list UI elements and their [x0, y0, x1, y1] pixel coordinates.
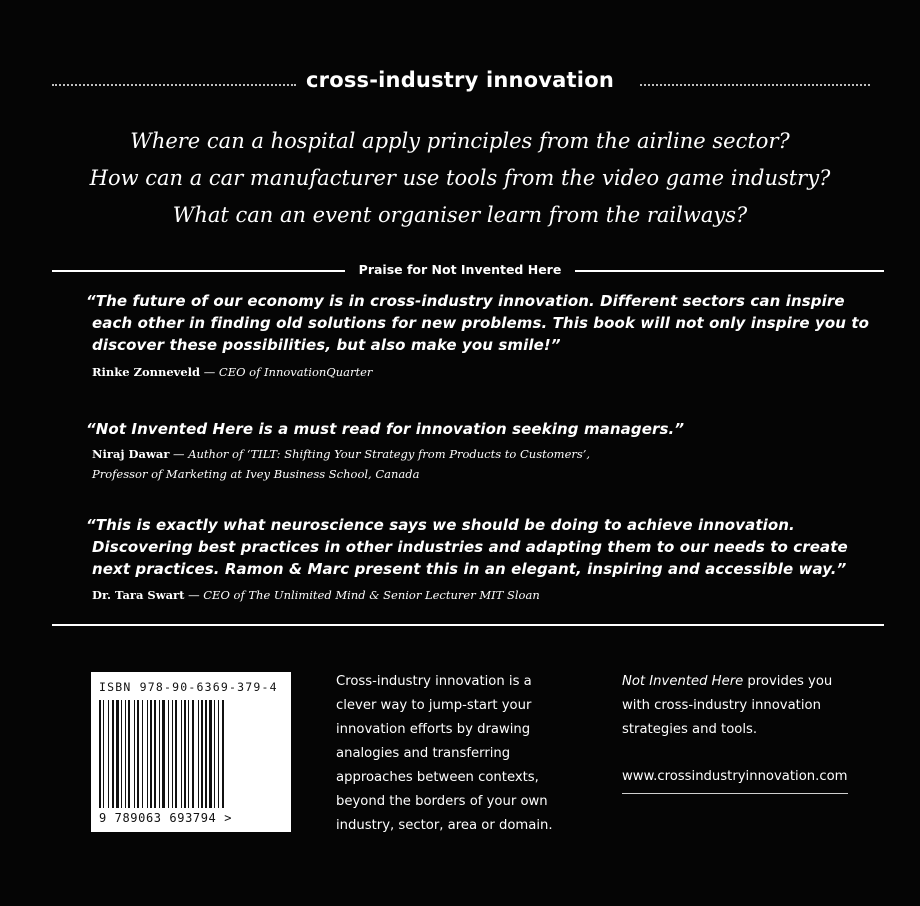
attribution-role: — CEO of InnovationQuarter: [200, 365, 373, 379]
quote-line: discover these possibilities, but also make you smile!”: [92, 336, 561, 354]
barcode-bar: [222, 700, 224, 808]
barcode-bar: [205, 700, 207, 808]
attribution-name: Rinke Zonneveld: [92, 365, 201, 379]
question-1: Where can a hospital apply principles from the airline sector?: [130, 129, 790, 153]
description-line: industry, sector, area or domain.: [336, 818, 553, 833]
section-divider: [52, 624, 884, 626]
quote-line: each other in finding old solutions for new problems. This book will not only inspire you to: [92, 314, 870, 332]
page-title: cross-industry innovation: [306, 68, 614, 92]
attribution-role-line-2: Professor of Marketing at Ivey Business School, Canada: [92, 467, 420, 481]
barcode-bar: [103, 700, 104, 808]
barcode-bar: [209, 700, 212, 808]
quote-1: [86, 290, 886, 356]
isbn-label: ISBN 978-90-6369-379-4: [99, 680, 278, 694]
description-line: analogies and transferring: [336, 746, 511, 761]
promo-book-title: Not Invented Here: [622, 674, 744, 689]
quote-3-attribution: [92, 585, 872, 605]
promo-line-1: provides you: [743, 674, 833, 689]
quote-3: [86, 514, 886, 580]
barcode-bar: [192, 700, 194, 808]
header-rule-right: [640, 84, 870, 86]
barcode-bar: [168, 700, 169, 808]
barcode-bar: [99, 700, 101, 808]
praise-heading-prefix: Praise for: [358, 262, 432, 277]
attribution-name: Dr. Tara Swart: [92, 588, 185, 602]
website-link[interactable]: www.crossindustryinnovation.com: [622, 765, 848, 794]
description-line: beyond the borders of your own: [336, 794, 548, 809]
attribution-name: Niraj Dawar: [92, 447, 170, 461]
quote-2: [86, 418, 886, 440]
quote-line: “This is exactly what neuroscience says we should be doing to achieve innovation.: [86, 516, 795, 534]
barcode-bar: [159, 700, 160, 808]
barcode-bar: [147, 700, 148, 808]
barcode-bar: [128, 700, 130, 808]
praise-heading-book-title: Not Invented Here: [431, 262, 562, 277]
description-line: innovation efforts by drawing: [336, 722, 531, 737]
barcode-bar: [108, 700, 109, 808]
question-2: How can a car manufacturer use tools from the video game industry?: [89, 166, 831, 190]
attribution-role: — CEO of The Unlimited Mind & Senior Lecturer MIT Sloan: [184, 588, 540, 602]
quote-1-attribution: [92, 362, 872, 382]
barcode-bar: [175, 700, 177, 808]
barcode-bar: [214, 700, 215, 808]
attribution-role: — Author of ‘TILT: Shifting Your Strategy from Products to Customers’,: [169, 447, 591, 461]
description-line: Cross-industry innovation is a: [336, 674, 532, 689]
barcode-bar: [134, 700, 135, 808]
barcode-bar: [162, 700, 165, 808]
barcode-bar: [112, 700, 114, 808]
quote-line: “The future of our economy is in cross-industry innovation. Different sectors can inspire: [86, 292, 845, 310]
barcode-bar: [172, 700, 173, 808]
barcode-bar: [198, 700, 199, 808]
quote-line: next practices. Ramon & Marc present this in an elegant, inspiring and accessible way.”: [92, 560, 847, 578]
barcode-bar: [201, 700, 203, 808]
barcode-bar: [125, 700, 126, 808]
barcode-bar: [184, 700, 186, 808]
promo-text: [622, 670, 902, 742]
barcode-bar: [116, 700, 119, 808]
barcode-bar: [121, 700, 122, 808]
barcode-bar: [188, 700, 189, 808]
promo-line-2: with cross-industry innovation: [622, 698, 821, 713]
barcode-bar: [181, 700, 182, 808]
barcode-bar: [142, 700, 143, 808]
barcode-bar: [150, 700, 152, 808]
question-3: What can an event organiser learn from the railways?: [172, 203, 748, 227]
barcode-bar: [218, 700, 219, 808]
quote-line: “Not Invented Here is a must read for innovation seeking managers.”: [86, 420, 685, 438]
promo-line-3: strategies and tools.: [622, 722, 758, 737]
description-line: approaches between contexts,: [336, 770, 539, 785]
barcode-bars: [97, 700, 285, 808]
book-description: [336, 670, 596, 838]
isbn-barcode: [91, 672, 291, 832]
barcode-bar: [137, 700, 139, 808]
description-line: clever way to jump-start your: [336, 698, 532, 713]
barcode-digits: 9 789063 693794 >: [99, 811, 233, 825]
quote-line: Discovering best practices in other industries and adapting them to our needs to create: [92, 538, 848, 556]
barcode-bar: [154, 700, 156, 808]
quote-2-attribution: [92, 444, 872, 484]
praise-heading: [0, 262, 920, 277]
